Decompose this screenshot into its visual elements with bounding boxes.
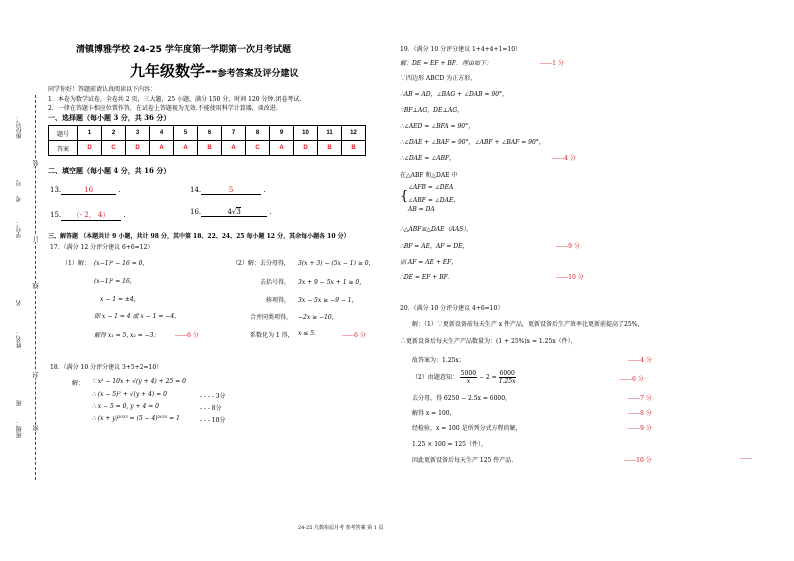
- binding-char: 名: [16, 300, 23, 306]
- q17-2-step: 3(x + 3) − (5x − 1) ≥ 0，: [298, 260, 375, 267]
- q14-number: 14.: [190, 186, 202, 194]
- q13-number: 13.: [50, 186, 62, 194]
- q19-score: ------1 分: [540, 60, 564, 67]
- q20-score: ------4 分: [628, 357, 652, 364]
- main-title-text: 九年级数学--: [130, 62, 218, 80]
- question-number: 5: [174, 126, 198, 141]
- q17-2-step-label: 系数化为 1 得，: [250, 332, 294, 339]
- fraction-numerator: 5000: [460, 370, 477, 377]
- q19-score: ------9 分: [556, 243, 580, 250]
- q19-step: ∴∠DAE = ∠ABF，: [400, 155, 456, 162]
- question-number: 10: [294, 126, 318, 141]
- q18-score: - - - 10分: [200, 417, 226, 424]
- binding-char: 号: [16, 180, 23, 186]
- q17-2-step-label: 去括号得，: [260, 279, 291, 286]
- answer-cell: B: [342, 141, 366, 156]
- binding-word: 封: [33, 372, 40, 378]
- q19-step: ∴∠DAE + ∠BAF = 90°，∠ABF + ∠BAF = 90°，: [400, 139, 545, 146]
- fill-q14: 14. 5 .: [190, 186, 266, 194]
- q17-2-step-label: 合并同类项得，: [250, 314, 293, 321]
- q20-equation: [412, 370, 516, 385]
- fraction: [460, 370, 477, 385]
- q19-step: ∴AB = AD，∠BAG + ∠DAB = 90°，: [400, 91, 509, 98]
- q19-step: ∵四边形 ABCD 为正方形，: [400, 75, 477, 82]
- q16-radicand: 3: [236, 208, 241, 216]
- question-number: 3: [126, 126, 150, 141]
- q14-answer: 5: [201, 186, 261, 195]
- q17-2-result: x ≤ 5.: [298, 330, 316, 337]
- q16-coefficient: 4: [227, 208, 232, 216]
- binding-word: 线: [33, 283, 40, 289]
- equation-middle: − 2 =: [477, 374, 499, 381]
- q20-score: ------10 分: [624, 457, 652, 464]
- question-number: 1: [78, 126, 102, 141]
- q20-step: 故答案为：1.25x；: [412, 357, 465, 364]
- q17-2-score: ------6 分: [342, 332, 366, 339]
- q18-step: ∴ (x − 5)² + √(y + 4) = 0: [92, 391, 167, 398]
- q20-step: 解：（1）∵更新设备前每天生产 x 件产品，更新设备后生产效率比更新前提高了25%，: [412, 321, 644, 328]
- school-title: 清镇博雅学校 24-25 学年度第一学期第一次月考试题: [76, 45, 292, 55]
- fraction-numerator: 6000: [499, 370, 515, 377]
- q19-step: ∴∠AED = ∠BFA = 90°，: [400, 123, 475, 130]
- q20-score: ------7 分: [628, 395, 652, 402]
- q16-number: 16.: [190, 208, 202, 216]
- q18-score: - - - - 3分: [200, 393, 226, 400]
- table-head: 答案: [49, 141, 78, 156]
- q19-step: 解：DE = EF + BF．理由如下：: [400, 60, 492, 67]
- answer-cell: A: [222, 141, 246, 156]
- q18-step: ∴ x − 5 = 0, y + 4 = 0: [92, 403, 159, 410]
- question-number: 2: [102, 126, 126, 141]
- q13-answer: 16: [61, 186, 116, 195]
- answer-cell: D: [126, 141, 150, 156]
- q18-score: - - - 8分: [200, 405, 222, 412]
- answer-cell: A: [150, 141, 174, 156]
- answer-cell: D: [78, 141, 102, 156]
- q17-1-result: 解得 x₁ = 5，: [94, 332, 133, 339]
- q18-step: ∴ (x + y)²⁰²⁵ = (5 − 4)²⁰²⁵ = 1: [92, 415, 180, 422]
- q20-score: ------8 分: [628, 410, 652, 417]
- section2-title: 二、填空题（每小题 4 分，共 16 分）: [48, 166, 171, 175]
- question-number: 12: [342, 126, 366, 141]
- q19-system-line: ∠AFB = ∠DEA: [408, 184, 454, 191]
- answer-cell: C: [246, 141, 270, 156]
- q15-answer: （- 2， 4）: [61, 210, 121, 221]
- q18-label: 解：: [72, 380, 85, 387]
- q19-score: ------4 分: [552, 155, 576, 162]
- answer-cell: C: [102, 141, 126, 156]
- question-number: 7: [222, 126, 246, 141]
- q17-1-label: （1）解：: [62, 260, 90, 267]
- q20-step: ∴更新设备后每天生产产品数量为：(1 + 25%)x = 1.25x（件），: [400, 338, 577, 345]
- q20-step: 去分母，得 6250 − 2.5x = 6000，: [412, 395, 512, 402]
- q17-2-step: 3x − 5x ≥ −9 − 1，: [298, 297, 358, 304]
- student-number-label: 学号：: [16, 220, 23, 238]
- table-row: [49, 126, 366, 141]
- q20-score: ------6 分: [620, 376, 644, 383]
- binding-word: 密: [33, 425, 40, 431]
- system-brace: {: [400, 189, 409, 204]
- q17-1-step: x − 1 = ±4，: [100, 296, 140, 303]
- answer-cell: B: [198, 141, 222, 156]
- q19-header: 19．（满分 10 分评分建议 1+4+4+1=10）: [400, 46, 522, 53]
- table-head: 题号: [49, 126, 78, 141]
- q20-step: 经检验，x = 100 是所列分式方程的解，: [412, 425, 522, 432]
- main-title-suffix: 参考答案及评分建议: [217, 69, 299, 79]
- question-number: 4: [150, 126, 174, 141]
- q20-step: 1.25 × 100 = 125（件），: [412, 441, 487, 448]
- q20-score: ------9 分: [628, 425, 652, 432]
- fill-q15: 15. （- 2， 4） .: [50, 211, 126, 219]
- q19-step: ∴BF = AE，AF = DE，: [400, 243, 469, 250]
- q17-1-result: x₂ = −3；: [130, 332, 160, 339]
- q19-step: ∴△ABF≌△DAE（AAS），: [400, 226, 473, 233]
- q17-2-step: 3x + 9 − 5x + 1 ≥ 0，: [298, 279, 366, 286]
- q19-score: ------10 分: [556, 274, 584, 281]
- name-label: 姓名：: [16, 330, 23, 348]
- binding-char: 考: [16, 196, 23, 202]
- q17-1-score: ------6 分: [175, 332, 199, 339]
- q17-1-step: (x−1)² = 16，: [94, 278, 136, 285]
- fraction-denominator: x: [466, 378, 471, 385]
- question-number: 8: [246, 126, 270, 141]
- intro-line: 1．本卷为数学试卷，全卷共 2 页，三大题，25 小题，满分 150 分，时间 120 分钟.闭卷考试.: [48, 96, 302, 103]
- section3-title: 三、解答题 （本题共计 9 小题，共计 98 分，其中第 18、22、24、25 每小题 12 分，其余每小题各 10 分）: [48, 233, 350, 240]
- q20-step: 因此更新设备后每天生产 125 件产品.: [412, 457, 514, 464]
- answer-cell: A: [270, 141, 294, 156]
- table-row: [49, 141, 366, 156]
- fraction: [499, 370, 516, 385]
- binding-word: 订: [33, 236, 40, 242]
- page-footer: 24-25 九数衔届月考 参考答案 第 1 页: [298, 525, 384, 531]
- fraction-denominator: 1.25x: [498, 378, 516, 385]
- answer-cell: D: [294, 141, 318, 156]
- q20-tail-mark: ------: [740, 455, 753, 462]
- q19-system-line: ∠ABF = ∠DAE，: [408, 197, 460, 204]
- answer-table: [48, 125, 366, 156]
- seat-number-label: 座位号：: [16, 115, 23, 139]
- fill-q16: 16. 4√3 .: [190, 208, 272, 216]
- q17-2-label: （2）解：去分母得，: [232, 260, 290, 267]
- fill-q13: 13. 16 .: [50, 186, 121, 194]
- q17-2-step-label: 移项得，: [266, 297, 291, 304]
- q19-step: ∵BF⊥AG，DE⊥AG，: [400, 107, 464, 114]
- question-number: 9: [270, 126, 294, 141]
- binding-word: 装: [33, 160, 40, 166]
- question-number: 6: [198, 126, 222, 141]
- q20-header: 20．（满分 10 分评分建议 4+6=10）: [400, 305, 504, 312]
- main-title: [130, 60, 298, 81]
- q19-step: 而 AF = AE + EF，: [400, 259, 458, 266]
- class-label: 班级：: [16, 420, 23, 438]
- q19-step: ∴DE = EF + BF．: [400, 274, 454, 281]
- q18-header: 18．（满分 10 分评分建议 3+5+2=10）: [50, 364, 163, 371]
- q18-step: ∵ x² − 10x + √(y + 4) + 25 = 0: [92, 378, 186, 385]
- q15-number: 15.: [50, 211, 62, 219]
- q17-1-step: 即 x − 1 = 4 或 x − 1 = −4，: [94, 313, 181, 320]
- intro-line: 同学你好！答题前请认真阅读以下内容：: [48, 86, 157, 93]
- q20-equation-label: （2）由题意知：: [412, 374, 458, 381]
- q19-step: 在△ABF 和△DAE 中: [400, 172, 458, 179]
- binding-char: 班: [16, 400, 23, 406]
- q17-2-step: −2x ≥ −10，: [298, 314, 338, 321]
- q17-1-step: (x−1)² − 16 = 0，: [94, 260, 149, 267]
- q19-system-line: AB = DA: [408, 206, 435, 213]
- q17-header: 17．（满分 12 分评分建议 6+6=12）: [50, 244, 154, 251]
- answer-cell: A: [174, 141, 198, 156]
- answer-cell: B: [318, 141, 342, 156]
- q20-step: 解得 x = 100，: [412, 410, 456, 417]
- section1-title: 一、选择题（每小题 3 分，共 36 分）: [48, 113, 171, 122]
- question-number: 11: [318, 126, 342, 141]
- intro-line: 2．一律在答题卡相应位置作答，在试卷上答题视为无效.不能使用科学计算器，谈改进.: [48, 105, 278, 112]
